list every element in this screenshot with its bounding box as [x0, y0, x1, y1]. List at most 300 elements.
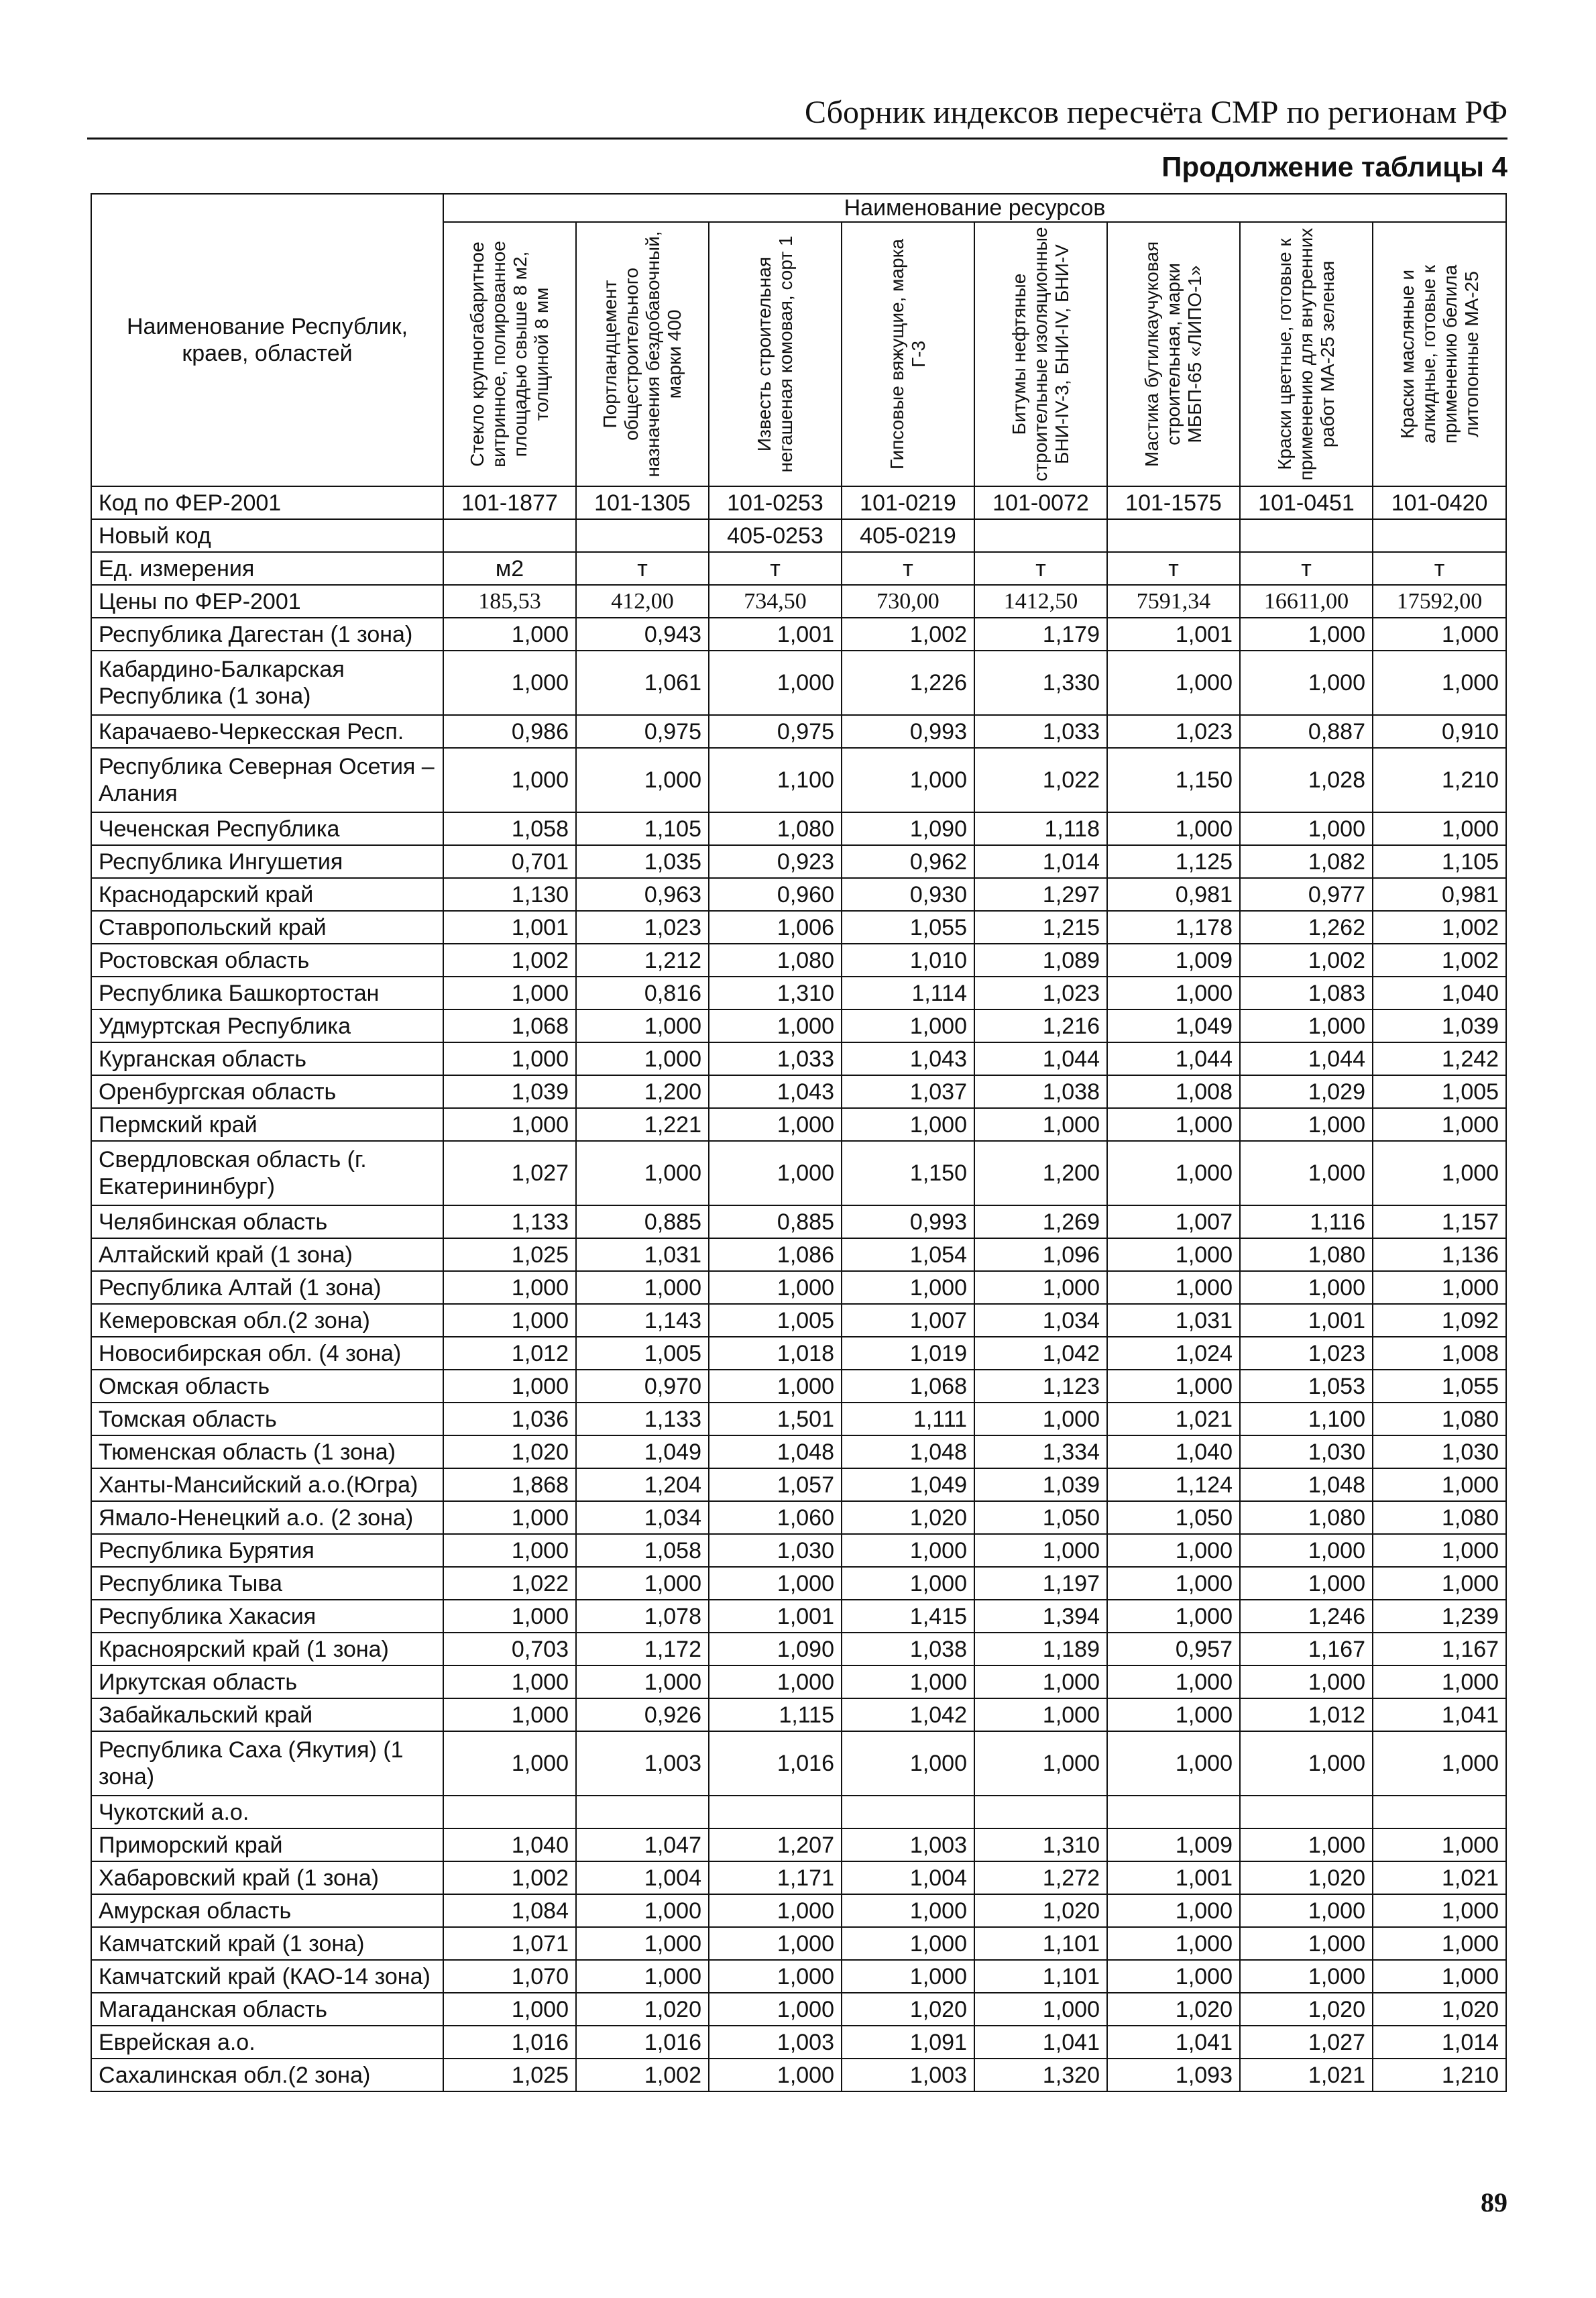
index-value-cell: 1,000	[709, 1665, 842, 1698]
region-name: Алтайский край (1 зона)	[91, 1238, 443, 1271]
index-value-cell: 1,000	[974, 1108, 1107, 1141]
table-row	[91, 944, 1506, 977]
index-value-cell: 1,044	[974, 1042, 1107, 1075]
region-name: Еврейская а.о.	[91, 2026, 443, 2059]
index-value-cell: 1,000	[1107, 1108, 1240, 1141]
index-value-cell: 1,000	[1240, 1271, 1373, 1304]
index-value-cell: 0,923	[709, 845, 842, 878]
index-value-cell: 1,242	[1373, 1042, 1506, 1075]
index-value-cell: 1,014	[974, 845, 1107, 878]
index-value-cell: 1,000	[1107, 651, 1240, 715]
index-value-cell: 1,022	[974, 748, 1107, 812]
index-value-cell: 1,078	[576, 1600, 709, 1633]
index-value-cell: 0,960	[709, 878, 842, 911]
index-value-cell: 1,210	[1373, 748, 1506, 812]
table-continuation-label: Продолжение таблицы 4	[1161, 151, 1507, 182]
index-value-cell: 1,189	[974, 1633, 1107, 1665]
index-value-cell	[576, 1796, 709, 1828]
index-value-cell	[443, 1796, 576, 1828]
new-code-cell: 405-0219	[842, 519, 974, 552]
index-value-cell: 1,000	[709, 1108, 842, 1141]
table-row	[91, 1075, 1506, 1108]
index-value-cell: 1,000	[1373, 651, 1506, 715]
table-row	[91, 618, 1506, 651]
resource-name: Краски масляные и алкидные, готовые к применению белила литопонные МА-25	[1396, 264, 1482, 444]
index-value-cell: 1,000	[576, 1927, 709, 1960]
region-name: Краснодарский край	[91, 878, 443, 911]
index-value-cell: 1,080	[709, 944, 842, 977]
new-code-cell	[443, 519, 576, 552]
table-row	[91, 1337, 1506, 1370]
table-row	[91, 911, 1506, 944]
index-value-cell: 1,023	[974, 977, 1107, 1009]
index-value-cell: 0,986	[443, 715, 576, 748]
index-value-cell	[842, 1796, 974, 1828]
index-value-cell: 1,000	[443, 1501, 576, 1534]
region-name: Камчатский край (КАО-14 зона)	[91, 1960, 443, 1993]
index-value-cell: 1,041	[974, 2026, 1107, 2059]
index-value-cell: 1,000	[1373, 1468, 1506, 1501]
index-value-cell: 1,000	[1240, 1894, 1373, 1927]
index-value-cell: 1,000	[709, 1141, 842, 1205]
resource-header-cell	[1107, 222, 1240, 486]
index-value-cell: 1,048	[709, 1435, 842, 1468]
index-value-cell: 1,027	[443, 1141, 576, 1205]
index-value-cell: 1,020	[974, 1894, 1107, 1927]
region-name: Магаданская область	[91, 1993, 443, 2026]
index-value-cell: 1,030	[709, 1534, 842, 1567]
unit-row	[91, 552, 1506, 585]
header-rule	[87, 138, 1507, 140]
index-value-cell: 1,002	[1240, 944, 1373, 977]
index-value-cell: 1,000	[443, 1304, 576, 1337]
region-name: Ставропольский край	[91, 911, 443, 944]
index-value-cell: 1,320	[974, 2059, 1107, 2091]
region-name: Республика Хакасия	[91, 1600, 443, 1633]
price-cell: 412,00	[576, 585, 709, 618]
index-value-cell: 1,000	[842, 1894, 974, 1927]
region-name: Республика Северная Осетия – Алания	[91, 748, 443, 812]
region-name: Красноярский край (1 зона)	[91, 1633, 443, 1665]
index-value-cell: 1,033	[709, 1042, 842, 1075]
region-name: Свердловская область (г. Екатерининбург)	[91, 1141, 443, 1205]
table-row	[91, 1567, 1506, 1600]
table-row	[91, 1501, 1506, 1534]
table-row	[91, 845, 1506, 878]
index-value-cell: 1,226	[842, 651, 974, 715]
index-value-cell: 0,975	[709, 715, 842, 748]
index-value-cell: 1,000	[1240, 1141, 1373, 1205]
index-value-cell: 0,926	[576, 1698, 709, 1731]
index-value-cell: 1,167	[1373, 1633, 1506, 1665]
index-value-cell: 0,977	[1240, 878, 1373, 911]
price-label: Цены по ФЕР-2001	[91, 585, 443, 618]
index-value-cell: 1,061	[576, 651, 709, 715]
table-body	[91, 486, 1506, 2091]
table-row	[91, 1600, 1506, 1633]
index-value-cell: 1,044	[1240, 1042, 1373, 1075]
index-value-cell: 1,125	[1107, 845, 1240, 878]
table-row	[91, 1468, 1506, 1501]
table-row	[91, 1271, 1506, 1304]
table-row	[91, 1698, 1506, 1731]
table-row	[91, 1009, 1506, 1042]
index-value-cell: 1,212	[576, 944, 709, 977]
index-value-cell: 1,012	[443, 1337, 576, 1370]
index-value-cell: 1,000	[709, 1271, 842, 1304]
index-value-cell: 1,000	[1373, 812, 1506, 845]
region-name: Иркутская область	[91, 1665, 443, 1698]
index-value-cell: 1,000	[974, 1731, 1107, 1796]
index-value-cell: 1,053	[1240, 1370, 1373, 1403]
table-row	[91, 1796, 1506, 1828]
index-value-cell: 1,000	[709, 1927, 842, 1960]
resources-group-header: Наименование ресурсов	[443, 194, 1506, 222]
index-value-cell: 1,058	[443, 812, 576, 845]
index-value-cell: 0,885	[709, 1205, 842, 1238]
region-name: Сахалинская обл.(2 зона)	[91, 2059, 443, 2091]
index-value-cell: 1,031	[576, 1238, 709, 1271]
index-value-cell: 1,000	[709, 1960, 842, 1993]
index-value-cell: 1,000	[1373, 1960, 1506, 1993]
index-value-cell: 1,001	[709, 618, 842, 651]
price-cell: 734,50	[709, 585, 842, 618]
index-value-cell: 1,039	[443, 1075, 576, 1108]
table-row	[91, 715, 1506, 748]
index-value-cell: 1,204	[576, 1468, 709, 1501]
index-value-cell: 1,080	[1240, 1501, 1373, 1534]
index-value-cell: 1,105	[1373, 845, 1506, 878]
index-value-cell: 1,033	[974, 715, 1107, 748]
resource-name: Стекло крупногабаритное витринное, полированное площадью свыше 8 м2, толщиной 8 мм	[467, 241, 552, 468]
table-row	[91, 1993, 1506, 2026]
index-value-cell: 1,000	[974, 1403, 1107, 1435]
index-value-cell: 1,178	[1107, 911, 1240, 944]
index-value-cell: 0,910	[1373, 715, 1506, 748]
index-value-cell: 1,105	[576, 812, 709, 845]
index-value-cell: 1,000	[1373, 1665, 1506, 1698]
index-value-cell: 1,000	[443, 1042, 576, 1075]
index-value-cell: 1,100	[1240, 1403, 1373, 1435]
index-value-cell: 1,019	[842, 1337, 974, 1370]
resource-header-cell	[576, 222, 709, 486]
region-name: Томская область	[91, 1403, 443, 1435]
index-value-cell: 1,000	[1107, 1894, 1240, 1927]
table-row	[91, 1731, 1506, 1796]
index-value-cell: 1,000	[443, 748, 576, 812]
index-value-cell: 1,000	[842, 748, 974, 812]
index-value-cell: 1,000	[1107, 1665, 1240, 1698]
index-value-cell: 1,030	[1373, 1435, 1506, 1468]
index-value-cell: 1,000	[443, 1600, 576, 1633]
index-value-cell: 1,000	[1373, 1108, 1506, 1141]
index-value-cell: 0,887	[1240, 715, 1373, 748]
index-value-cell: 1,080	[1240, 1238, 1373, 1271]
index-value-cell: 1,060	[709, 1501, 842, 1534]
index-value-cell: 1,100	[709, 748, 842, 812]
table-row	[91, 1141, 1506, 1205]
unit-cell: т	[709, 552, 842, 585]
index-value-cell: 0,993	[842, 715, 974, 748]
index-value-cell: 1,048	[1240, 1468, 1373, 1501]
index-value-cell: 1,021	[1240, 2059, 1373, 2091]
index-value-cell: 1,058	[576, 1534, 709, 1567]
index-value-cell: 1,044	[1107, 1042, 1240, 1075]
index-value-cell: 1,000	[1107, 1927, 1240, 1960]
code-cell: 101-0072	[974, 486, 1107, 519]
table-row	[91, 1238, 1506, 1271]
index-value-cell: 1,000	[1107, 1567, 1240, 1600]
index-value-cell: 1,040	[1107, 1435, 1240, 1468]
index-value-cell: 1,000	[1373, 618, 1506, 651]
index-value-cell: 1,009	[1107, 1828, 1240, 1861]
region-name: Амурская область	[91, 1894, 443, 1927]
table-row	[91, 1633, 1506, 1665]
index-value-cell: 1,000	[443, 1108, 576, 1141]
index-value-cell: 1,000	[1240, 1108, 1373, 1141]
index-value-cell: 1,080	[1373, 1501, 1506, 1534]
index-value-cell: 1,116	[1240, 1205, 1373, 1238]
index-value-cell: 0,701	[443, 845, 576, 878]
table-row	[91, 1665, 1506, 1698]
new-code-cell	[974, 519, 1107, 552]
index-value-cell: 1,020	[1107, 1993, 1240, 2026]
index-value-cell: 1,000	[1373, 1731, 1506, 1796]
index-value-cell: 1,090	[842, 812, 974, 845]
index-value-cell: 1,179	[974, 618, 1107, 651]
index-value-cell: 1,000	[842, 1108, 974, 1141]
index-value-cell: 1,101	[974, 1960, 1107, 1993]
index-value-cell: 1,068	[443, 1009, 576, 1042]
index-value-cell: 1,310	[974, 1828, 1107, 1861]
index-value-cell: 1,006	[709, 911, 842, 944]
index-value-cell: 1,055	[1373, 1370, 1506, 1403]
price-cell: 17592,00	[1373, 585, 1506, 618]
index-value-cell: 0,981	[1107, 878, 1240, 911]
index-value-cell	[974, 1796, 1107, 1828]
index-value-cell: 1,000	[1107, 1271, 1240, 1304]
code-cell: 101-0253	[709, 486, 842, 519]
index-value-cell: 1,039	[1373, 1009, 1506, 1042]
table-row	[91, 1927, 1506, 1960]
table-row	[91, 878, 1506, 911]
index-value-cell: 1,297	[974, 878, 1107, 911]
region-name: Курганская область	[91, 1042, 443, 1075]
region-name: Кемеровская обл.(2 зона)	[91, 1304, 443, 1337]
index-value-cell: 0,981	[1373, 878, 1506, 911]
index-value-cell: 1,200	[974, 1141, 1107, 1205]
resource-header-cell	[709, 222, 842, 486]
index-value-cell: 1,215	[974, 911, 1107, 944]
index-value-cell: 1,000	[1240, 618, 1373, 651]
region-name: Ханты-Мансийский а.о.(Югра)	[91, 1468, 443, 1501]
index-value-cell: 1,000	[842, 1731, 974, 1796]
index-value-cell: 1,041	[1107, 2026, 1240, 2059]
index-value-cell: 1,020	[842, 1993, 974, 2026]
price-cell: 730,00	[842, 585, 974, 618]
new-code-cell: 405-0253	[709, 519, 842, 552]
index-value-cell: 1,048	[842, 1435, 974, 1468]
index-value-cell: 0,962	[842, 845, 974, 878]
index-value-cell: 1,001	[1240, 1304, 1373, 1337]
index-value-cell: 1,000	[576, 1567, 709, 1600]
index-value-cell: 1,000	[1240, 1567, 1373, 1600]
index-value-cell: 1,093	[1107, 2059, 1240, 2091]
index-value-cell: 1,034	[974, 1304, 1107, 1337]
index-value-cell: 1,000	[1240, 1828, 1373, 1861]
index-value-cell: 1,054	[842, 1238, 974, 1271]
index-value-cell: 1,000	[443, 651, 576, 715]
index-value-cell: 1,070	[443, 1960, 576, 1993]
index-value-cell: 1,000	[1240, 1927, 1373, 1960]
resource-name: Известь строительная негашеная комовая, сорт 1	[754, 235, 796, 473]
index-value-cell: 1,000	[576, 1271, 709, 1304]
index-value-cell: 1,000	[974, 1698, 1107, 1731]
index-value-cell: 1,157	[1373, 1205, 1506, 1238]
index-value-cell: 1,008	[1107, 1075, 1240, 1108]
index-value-cell: 1,092	[1373, 1304, 1506, 1337]
code-cell: 101-1575	[1107, 486, 1240, 519]
index-value-cell: 1,000	[443, 618, 576, 651]
index-value-cell: 1,091	[842, 2026, 974, 2059]
index-value-cell: 1,042	[842, 1698, 974, 1731]
index-value-cell: 1,002	[842, 618, 974, 651]
index-value-cell: 1,003	[576, 1731, 709, 1796]
index-value-cell	[709, 1796, 842, 1828]
new-code-cell	[1107, 519, 1240, 552]
index-value-cell: 1,216	[974, 1009, 1107, 1042]
index-value-cell: 1,000	[709, 2059, 842, 2091]
region-name: Челябинская область	[91, 1205, 443, 1238]
index-value-cell: 1,239	[1373, 1600, 1506, 1633]
index-value-cell: 1,000	[1373, 1534, 1506, 1567]
region-name: Чеченская Республика	[91, 812, 443, 845]
index-value-cell: 1,036	[443, 1403, 576, 1435]
table-row	[91, 1304, 1506, 1337]
index-value-cell: 1,000	[974, 1665, 1107, 1698]
index-value-cell: 1,021	[1107, 1403, 1240, 1435]
index-value-cell: 1,050	[1107, 1501, 1240, 1534]
index-value-cell: 1,868	[443, 1468, 576, 1501]
table-row	[91, 1370, 1506, 1403]
index-value-cell: 1,000	[1107, 1698, 1240, 1731]
index-value-cell: 1,115	[709, 1698, 842, 1731]
resource-header-cell	[974, 222, 1107, 486]
unit-cell: т	[1373, 552, 1506, 585]
index-value-cell: 1,049	[842, 1468, 974, 1501]
index-value-cell: 1,000	[709, 1567, 842, 1600]
index-value-cell: 1,001	[1107, 1861, 1240, 1894]
index-value-cell: 1,000	[576, 1894, 709, 1927]
new-code-cell	[1373, 519, 1506, 552]
table-row	[91, 1861, 1506, 1894]
index-value-cell: 1,123	[974, 1370, 1107, 1403]
index-value-cell: 1,003	[842, 1828, 974, 1861]
unit-cell: т	[842, 552, 974, 585]
resource-header-cell	[443, 222, 576, 486]
index-value-cell: 1,000	[443, 1731, 576, 1796]
index-value-cell: 1,000	[974, 1271, 1107, 1304]
index-value-cell: 1,000	[576, 748, 709, 812]
table-row	[91, 1894, 1506, 1927]
index-value-cell: 1,038	[974, 1075, 1107, 1108]
index-value-cell: 1,004	[576, 1861, 709, 1894]
table-row	[91, 1435, 1506, 1468]
index-value-cell: 1,000	[1240, 1731, 1373, 1796]
new-code-row	[91, 519, 1506, 552]
table-row	[91, 1828, 1506, 1861]
index-value-cell: 0,970	[576, 1370, 709, 1403]
region-name: Омская область	[91, 1370, 443, 1403]
index-value-cell: 1,000	[1107, 977, 1240, 1009]
index-value-cell: 1,068	[842, 1370, 974, 1403]
region-name: Удмуртская Республика	[91, 1009, 443, 1042]
index-value-cell: 1,002	[576, 2059, 709, 2091]
resource-name: Мастика бутилкаучуковая строительная, марки МББП-65 «ЛИПО-1»	[1141, 241, 1205, 468]
price-cell: 7591,34	[1107, 585, 1240, 618]
index-value-cell: 1,018	[709, 1337, 842, 1370]
index-value-cell: 1,037	[842, 1075, 974, 1108]
index-value-cell: 1,143	[576, 1304, 709, 1337]
collection-title: Сборник индексов пересчёта СМР по регионам РФ	[805, 95, 1507, 130]
region-name: Республика Бурятия	[91, 1534, 443, 1567]
index-value-cell: 1,030	[1240, 1435, 1373, 1468]
index-value-cell: 1,111	[842, 1403, 974, 1435]
index-value-cell: 1,016	[443, 2026, 576, 2059]
index-value-cell: 1,130	[443, 878, 576, 911]
index-value-cell: 1,089	[974, 944, 1107, 977]
code-cell: 101-0420	[1373, 486, 1506, 519]
index-value-cell: 1,000	[443, 977, 576, 1009]
index-value-cell	[1373, 1796, 1506, 1828]
index-value-cell: 1,114	[842, 977, 974, 1009]
index-value-cell: 1,003	[842, 2059, 974, 2091]
index-value-cell: 1,005	[576, 1337, 709, 1370]
resource-name: Гипсовые вяжущие, марка Г-3	[887, 238, 929, 470]
index-value-cell: 1,000	[576, 1042, 709, 1075]
table-row	[91, 2059, 1506, 2091]
index-value-cell: 1,016	[576, 2026, 709, 2059]
index-value-cell: 1,034	[576, 1501, 709, 1534]
index-value-cell: 1,000	[1373, 1271, 1506, 1304]
index-value-cell: 1,000	[974, 1993, 1107, 2026]
index-value-cell: 1,020	[1240, 1993, 1373, 2026]
index-value-cell: 1,002	[1373, 911, 1506, 944]
index-value-cell: 1,029	[1240, 1075, 1373, 1108]
index-value-cell: 1,000	[1373, 1927, 1506, 1960]
table-row	[91, 1960, 1506, 1993]
table-row	[91, 651, 1506, 715]
index-value-cell: 1,197	[974, 1567, 1107, 1600]
unit-cell: т	[1240, 552, 1373, 585]
index-value-cell: 1,000	[709, 1370, 842, 1403]
index-value-cell: 1,000	[842, 1960, 974, 1993]
index-value-cell: 1,020	[842, 1501, 974, 1534]
region-name: Приморский край	[91, 1828, 443, 1861]
index-value-cell: 1,080	[1373, 1403, 1506, 1435]
resource-name: Портландцемент общестроительного назначения бездобавочный, марки 400	[600, 231, 685, 478]
index-value-cell: 1,040	[1373, 977, 1506, 1009]
index-value-cell: 0,943	[576, 618, 709, 651]
index-value-cell: 1,000	[1373, 1894, 1506, 1927]
index-value-cell: 1,200	[576, 1075, 709, 1108]
index-value-cell: 1,040	[443, 1828, 576, 1861]
index-value-cell: 1,090	[709, 1633, 842, 1665]
table-row	[91, 1042, 1506, 1075]
index-value-cell: 1,020	[443, 1435, 576, 1468]
resource-name: Краски цветные, готовые к применению для внутренних работ МА-25 зеленая	[1274, 227, 1338, 481]
index-value-cell: 1,000	[443, 1271, 576, 1304]
